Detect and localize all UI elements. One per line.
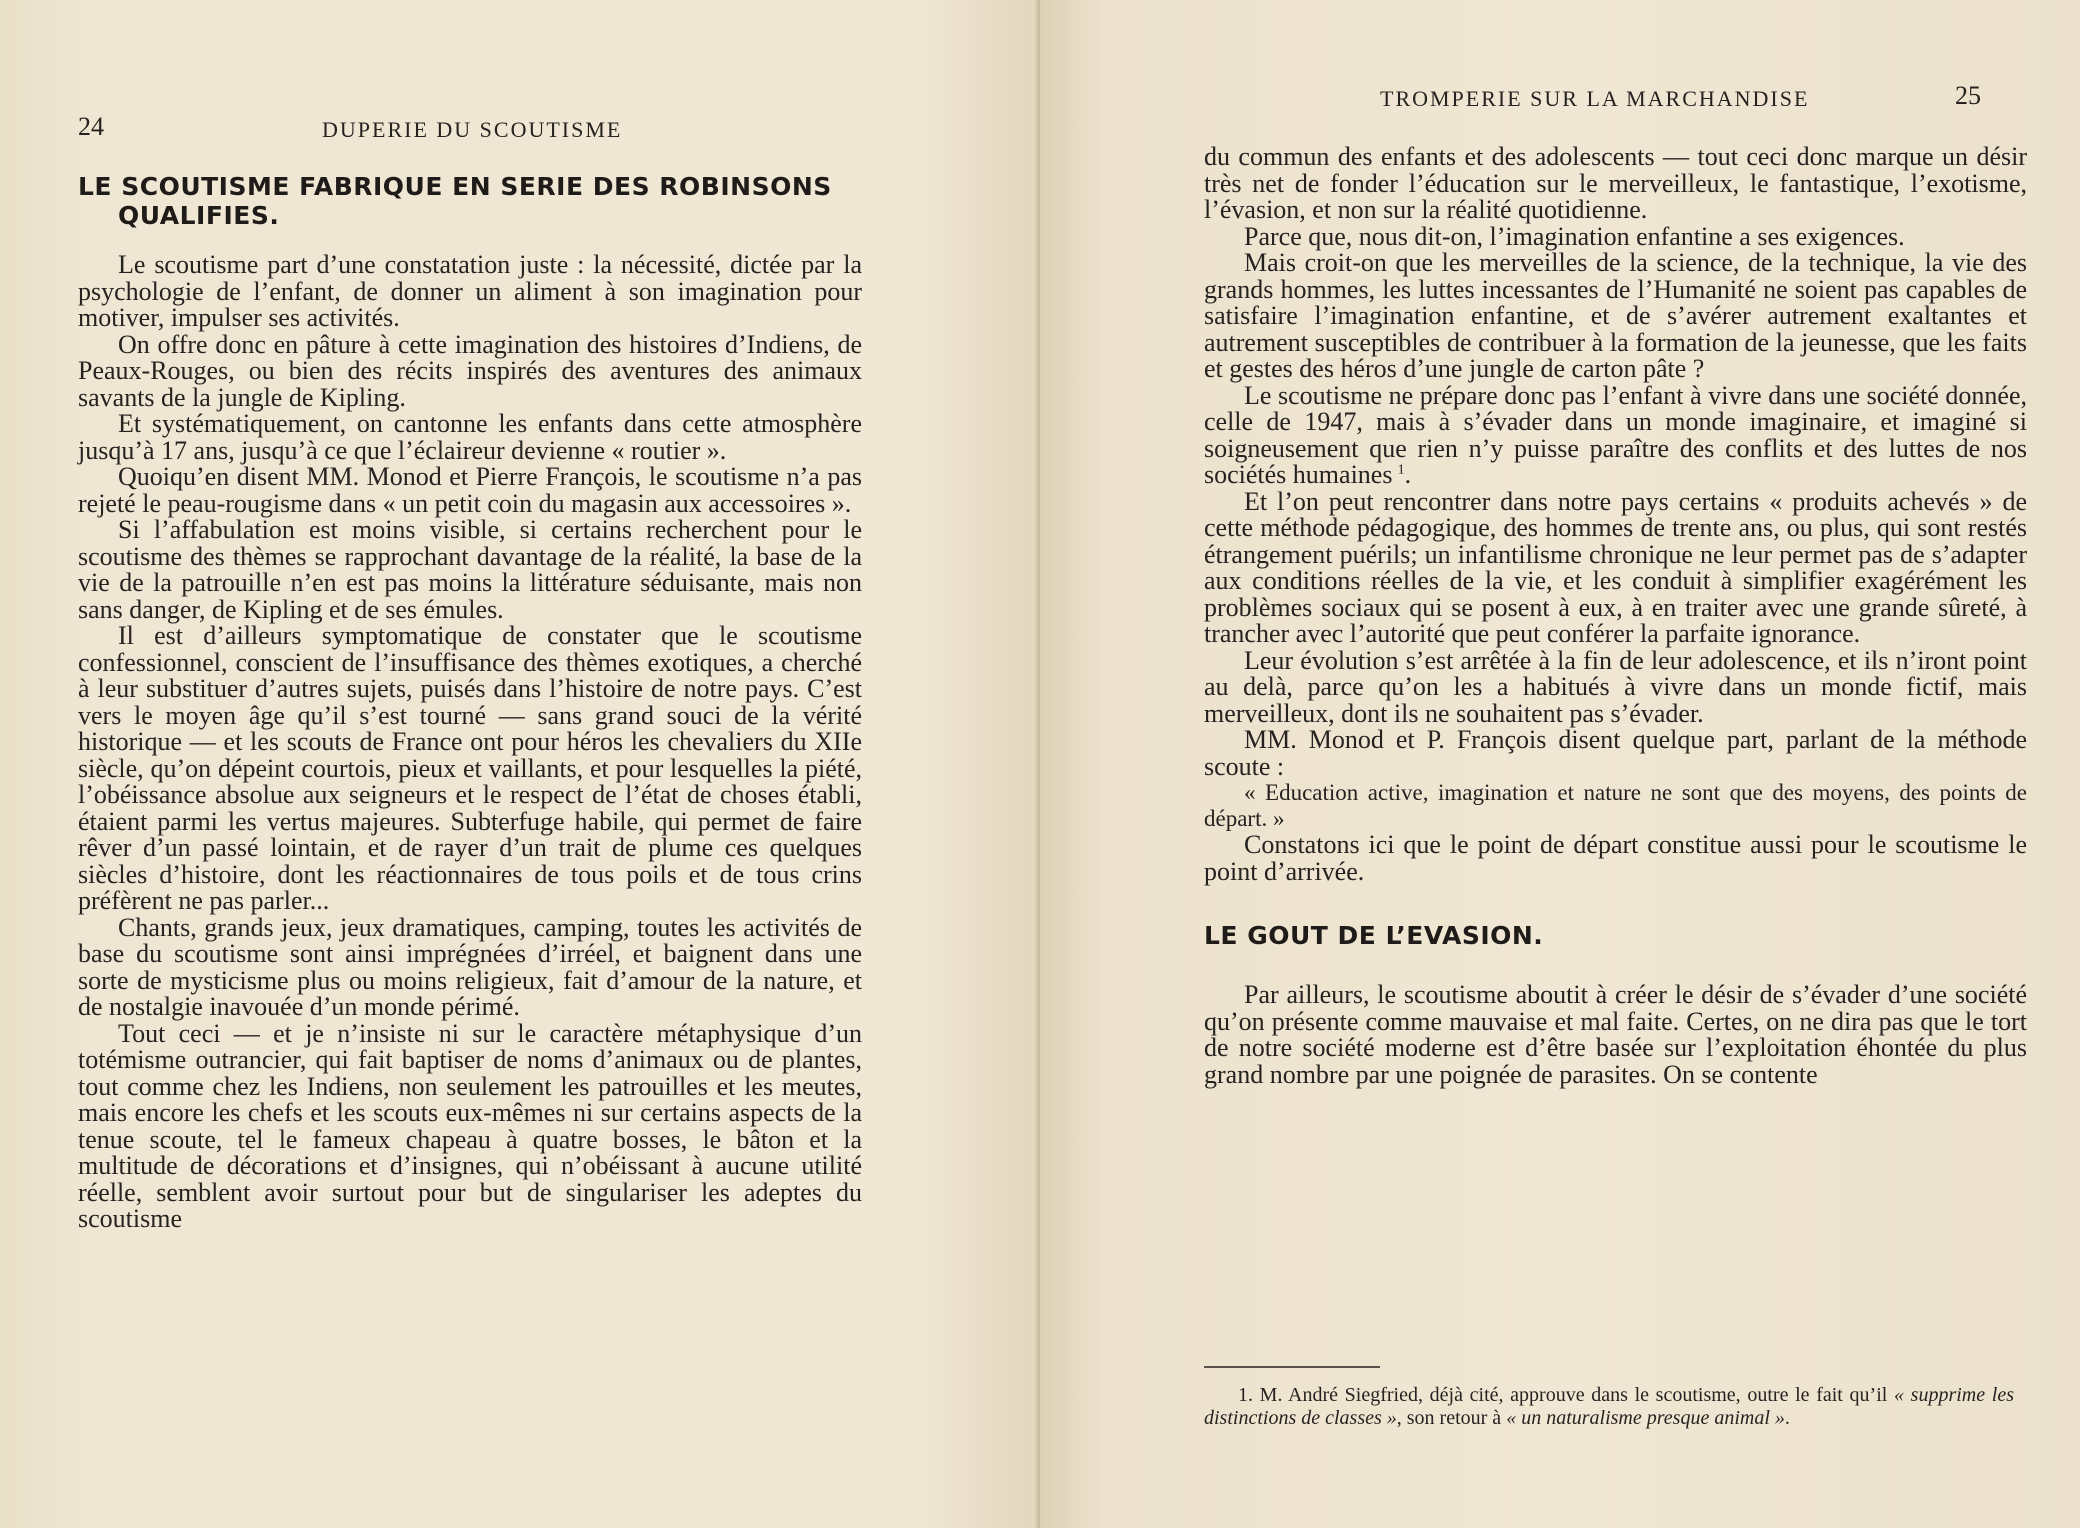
paragraph: du commun des enfants et des adolescents — tout ceci donc marque un désir très net de fonder l’éducation sur le merveilleux, le fantastique, l’exotisme, l’évasion, et non sur la réalité quotidienne. bbox=[1204, 142, 2027, 224]
paragraph: Et systématiquement, on cantonne les enfants dans cette atmosphère jusqu’à 17 ans, jusqu’à ce que l’éclaireur devienne « routier ». bbox=[78, 409, 862, 465]
paragraph: Parce que, nous dit-on, l’imagination enfantine a ses exigences. bbox=[1244, 221, 1905, 251]
paragraph: Tout ceci — et je n’insiste ni sur le caractère métaphysique d’un totémisme outrancier, qui fait baptiser de noms d’animaux ou de plantes, tout comme chez les Indiens, non seulement les patrouilles et les meutes, mais encore les chefs et les scouts eux-mêmes ni sur certains aspects de la tenue scoute, tel le fameux chapeau à quatre bosses, le bâton et la multitude de décorations et d’insignes, qui n’obéissant à aucune utilité réelle, semblent avoir surtout pour but de singulariser les adeptes du scoutisme bbox=[78, 1018, 862, 1233]
footnote-marker: 1 bbox=[1397, 462, 1405, 478]
paragraph: Le scoutisme ne prépare donc pas l’enfant à vivre dans une société donnée, celle de 1947, mais à s’évader dans un monde imaginaire, et imaginé si soigneusement que rien n’y puisse paraître des conflits et des luttes de nos sociétés humaines $^1$. bbox=[1204, 380, 2027, 489]
paragraph: MM. Monod et P. François disent quelque part, parlant de la méthode scoute : bbox=[1204, 725, 2027, 781]
footnote-italic: « supprime les distinctions de classes » bbox=[1204, 1384, 2014, 1429]
footnote-text: 1. M. André Siegfried, déjà cité, approuve dans le scoutisme, outre le fait qu’il bbox=[1238, 1384, 1888, 1406]
footnote-text: , son retour à bbox=[1396, 1407, 1502, 1429]
footnote bbox=[1204, 1384, 2014, 1430]
section-heading-evasion: LE GOUT DE L’EVASION. bbox=[1204, 921, 1544, 950]
paragraph: Leur évolution s’est arrêtée à la fin de leur adolescence, et ils n’iront point au delà, parce qu’on les a habitués à vivre dans un monde fictif, mais merveilleux, dont ils ne souhaitent pas s’évader. bbox=[1204, 645, 2027, 728]
footnote-italic: « un naturalisme presque animal » bbox=[1506, 1407, 1785, 1429]
running-head-left: DUPERIE DU SCOUTISME bbox=[322, 117, 623, 142]
right-page bbox=[1040, 0, 2080, 1528]
paragraph: Constatons ici que le point de départ constitue aussi pour le scoutisme le point d’arrivée. bbox=[1204, 830, 2027, 886]
paragraph: Par ailleurs, le scoutisme aboutit à créer le désir de s’évader d’une société qu’on présente comme mauvaise et mal faite. Certes, on ne dira pas que le tort de notre société moderne est d’être basée sur l’exploitation éhontée du plus grand nombre par une poignée de parasites. On se contente bbox=[1204, 980, 2027, 1089]
running-head-right: TROMPERIE SUR LA MARCHANDISE bbox=[1380, 86, 1810, 111]
footnote-text: . bbox=[1784, 1407, 1790, 1429]
paragraph: Chants, grands jeux, jeux dramatiques, camping, toutes les activités de base du scoutisme sont ainsi imprégnées d’irréel, et baignent dans une sorte de mysticisme plus ou moins religieux, fait d’amour de la nature, et de nostalgie inavouée d’un monde périmé. bbox=[78, 912, 862, 1021]
paragraph: Quoiqu’en disent MM. Monod et Pierre François, le scoutisme n’a pas rejeté le peau-rougisme dans « un petit coin du magasin aux accessoires ». bbox=[78, 462, 862, 518]
paragraph: Mais croit-on que les merveilles de la science, de la technique, la vie des grands hommes, les luttes incessantes de l’Humanité ne soient pas capables de satisfaire l’imagination enfantine, et de s’avérer autrement exaltantes et autrement susceptibles de contribuer à la formation de la jeunesse, que les faits et gestes des héros d’une jungle de carton pâte ? bbox=[1204, 248, 2027, 383]
paragraph: On offre donc en pâture à cette imagination des histoires d’Indiens, de Peaux-Rouges, ou bien des récits inspirés des aventures des animaux savants de la jungle de Kipling. bbox=[78, 329, 862, 412]
paragraph: Et l’on peut rencontrer dans notre pays certains « produits achevés » de cette méthode pédagogique, des hommes de trente ans, ou plus, qui sont restés étrangement puérils; un infantilisme chronique ne leur permet pas de s’adapter aux conditions réelles de la vie, et les conduit à simplifier exagérément les problèmes sociaux qui se posent à eux, à en traiter avec une grande sûreté, à trancher avec l’autorité que peut conférer la parfaite ignorance. bbox=[1204, 486, 2027, 648]
paragraph: Si l’affabulation est moins visible, si certains recherchent pour le scoutisme des thèmes se rapprochant davantage de la réalité, la base de la vie de la patrouille n’en est pas moins la littérature séduisante, mais non sans danger, de Kipling et de ses émules. bbox=[78, 515, 862, 624]
right-text-column bbox=[1204, 144, 2027, 1088]
page-number-left: 24 bbox=[78, 112, 104, 141]
page-number-right: 25 bbox=[1955, 81, 1981, 110]
quotation: « Education active, imagination et nature ne sont que des moyens, des points de départ. » bbox=[1204, 780, 2027, 831]
paragraph: Le scoutisme part d’une constatation juste : la nécessité, dictée par la psychologie de l’enfant, de donner un aliment à son imagination pour motiver, impulser ses activités. bbox=[78, 250, 862, 332]
paragraph: Il est d’ailleurs symptomatique de constater que le scoutisme confessionnel, conscient de l’insuffisance des thèmes exotiques, a cherché à leur substituer d’autres sujets, puisés dans l’histoire de notre pays. C’est vers le moyen âge qu’il s’est tourné — sans grand souci de la vérité historique — et les scouts de France ont pour héros les chevaliers du XIIe siècle, qu’on dépeint courtois, pieux et vaillants, et pour lesquelles la piété, l’obéissance absolue aux seigneurs et le respect de l’état de choses établi, étaient parmi les vertus majeures. Subterfuge habile, qui permet de faire rêver d’un passé lointain, et de rayer d’un trait de plume ces quelques siècles d’histoire, dont les réactionnaires de tous poils et de tous crins préfèrent ne pas parler... bbox=[78, 621, 862, 915]
footnote-rule bbox=[1204, 1366, 1380, 1368]
section-heading-robinsons: LE SCOUTISME FABRIQUE EN SERIE DES ROBINSONS QUALIFIES. bbox=[78, 172, 832, 230]
paragraph-text: Le scoutisme ne prépare donc pas l’enfant à vivre dans une société donnée, celle de 1947, mais à s’évader dans un monde imaginaire, et imaginé si soigneusement que rien n’y puisse paraître des conflits et des luttes de nos sociétés humaines bbox=[1204, 380, 2027, 489]
left-text-column bbox=[78, 172, 862, 1233]
